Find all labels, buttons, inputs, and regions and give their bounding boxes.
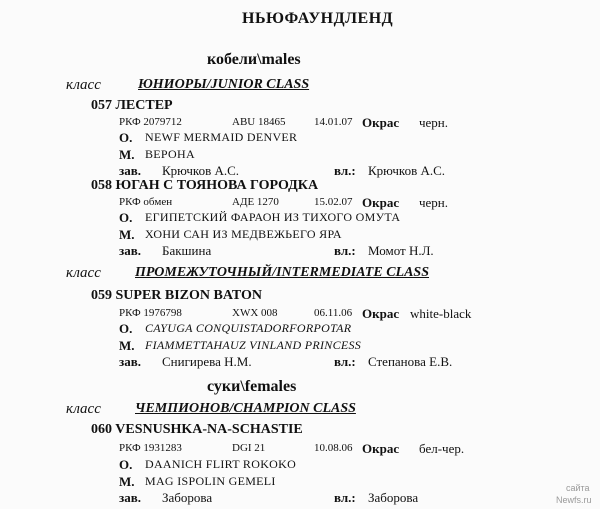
bleed-through-text	[530, 6, 533, 15]
breeder-label: зав.	[119, 354, 141, 369]
breeder-name: Заборова	[162, 490, 213, 505]
sire-name: NEWF MERMAID DENVER	[145, 130, 298, 144]
females-header: суки\females	[207, 378, 297, 395]
watermark-line-1: сайта	[566, 483, 590, 493]
class-name-junior: ЮНИОРЫ/JUNIOR CLASS	[138, 77, 310, 92]
sire-prefix: О.	[119, 210, 133, 225]
sire-name: DAANICH FLIRT ROKOKO	[145, 457, 297, 471]
class-label: класс	[66, 77, 101, 93]
colour-value: white-black	[410, 306, 472, 321]
owner-label: вл.:	[334, 243, 356, 258]
sire-prefix: О.	[119, 457, 133, 472]
dam-name: ВЕРОНА	[145, 147, 195, 161]
owner-name: Крючков А.С.	[368, 163, 446, 178]
dog-name: 057 ЛЕСТЕР	[91, 98, 173, 113]
dam-prefix: М.	[119, 147, 135, 162]
birth-date: 14.01.07	[314, 116, 353, 128]
page-title: НЬЮФАУНДЛЕНД	[242, 10, 394, 27]
tattoo-mark: ABU 18465	[232, 116, 286, 128]
breeder-label: зав.	[119, 243, 141, 258]
dam-name: MAG ISPOLIN GEMELI	[145, 474, 276, 488]
sire-name: CAYUGA CONQUISTADORFORPOTAR	[145, 321, 352, 335]
dog-name: 058 ЮГАН С ТОЯНОВА ГОРОДКА	[91, 178, 319, 193]
colour-value: бел-чер.	[419, 441, 465, 456]
tattoo-mark: DGI 21	[232, 442, 266, 454]
dam-prefix: М.	[119, 474, 135, 489]
colour-value: черн.	[419, 195, 449, 210]
dog-name: 060 VESNUSHKA-NA-SCHASTIE	[91, 422, 303, 437]
class-label: класс	[66, 265, 101, 281]
sire-prefix: О.	[119, 130, 133, 145]
dam-prefix: М.	[119, 338, 135, 353]
dam-name: ХОНИ САН ИЗ МЕДВЕЖЬЕГО ЯРА	[145, 227, 342, 241]
owner-label: вл.:	[334, 490, 356, 505]
breeder-name: Бакшина	[162, 243, 212, 258]
class-label: класс	[66, 401, 101, 417]
birth-date: 06.11.06	[314, 307, 353, 319]
class-name-intermediate: ПРОМЕЖУТОЧНЫЙ/INTERMEDIATE CLASS	[135, 265, 429, 280]
colour-label: Окрас	[362, 115, 400, 130]
sire-prefix: О.	[119, 321, 133, 336]
dam-prefix: М.	[119, 227, 135, 242]
owner-name: Степанова Е.В.	[368, 354, 453, 369]
dog-name: 059 SUPER BIZON BATON	[91, 288, 263, 303]
birth-date: 10.08.06	[314, 442, 353, 454]
breeder-label: зав.	[119, 490, 141, 505]
colour-value: черн.	[419, 115, 449, 130]
sire-name: ЕГИПЕТСКИЙ ФАРАОН ИЗ ТИХОГО ОМУТА	[145, 210, 401, 224]
registration-number: РКФ 1976798	[119, 307, 182, 319]
breeder-label: зав.	[119, 163, 141, 178]
registration-number: РКФ обмен	[119, 196, 173, 208]
colour-label: Окрас	[362, 441, 400, 456]
watermark-line-2: Newfs.ru	[556, 495, 592, 505]
class-name-champion: ЧЕМПИОНОВ/CHAMPION CLASS	[135, 401, 356, 416]
males-header: кобели\males	[207, 51, 301, 68]
birth-date: 15.02.07	[314, 196, 353, 208]
registration-number: РКФ 2079712	[119, 116, 182, 128]
breeder-name: Крючков А.С.	[162, 163, 240, 178]
tattoo-mark: АДЕ 1270	[232, 196, 279, 208]
owner-label: вл.:	[334, 354, 356, 369]
colour-label: Окрас	[362, 195, 400, 210]
tattoo-mark: XWX 008	[232, 307, 278, 319]
breeder-name: Снигирева Н.М.	[162, 354, 252, 369]
owner-name: Момот Н.Л.	[368, 243, 434, 258]
owner-name: Заборова	[368, 490, 419, 505]
colour-label: Окрас	[362, 306, 400, 321]
registration-number: РКФ 1931283	[119, 442, 182, 454]
dam-name: FIAMMETTAHAUZ VINLAND PRINCESS	[145, 338, 362, 352]
owner-label: вл.:	[334, 163, 356, 178]
